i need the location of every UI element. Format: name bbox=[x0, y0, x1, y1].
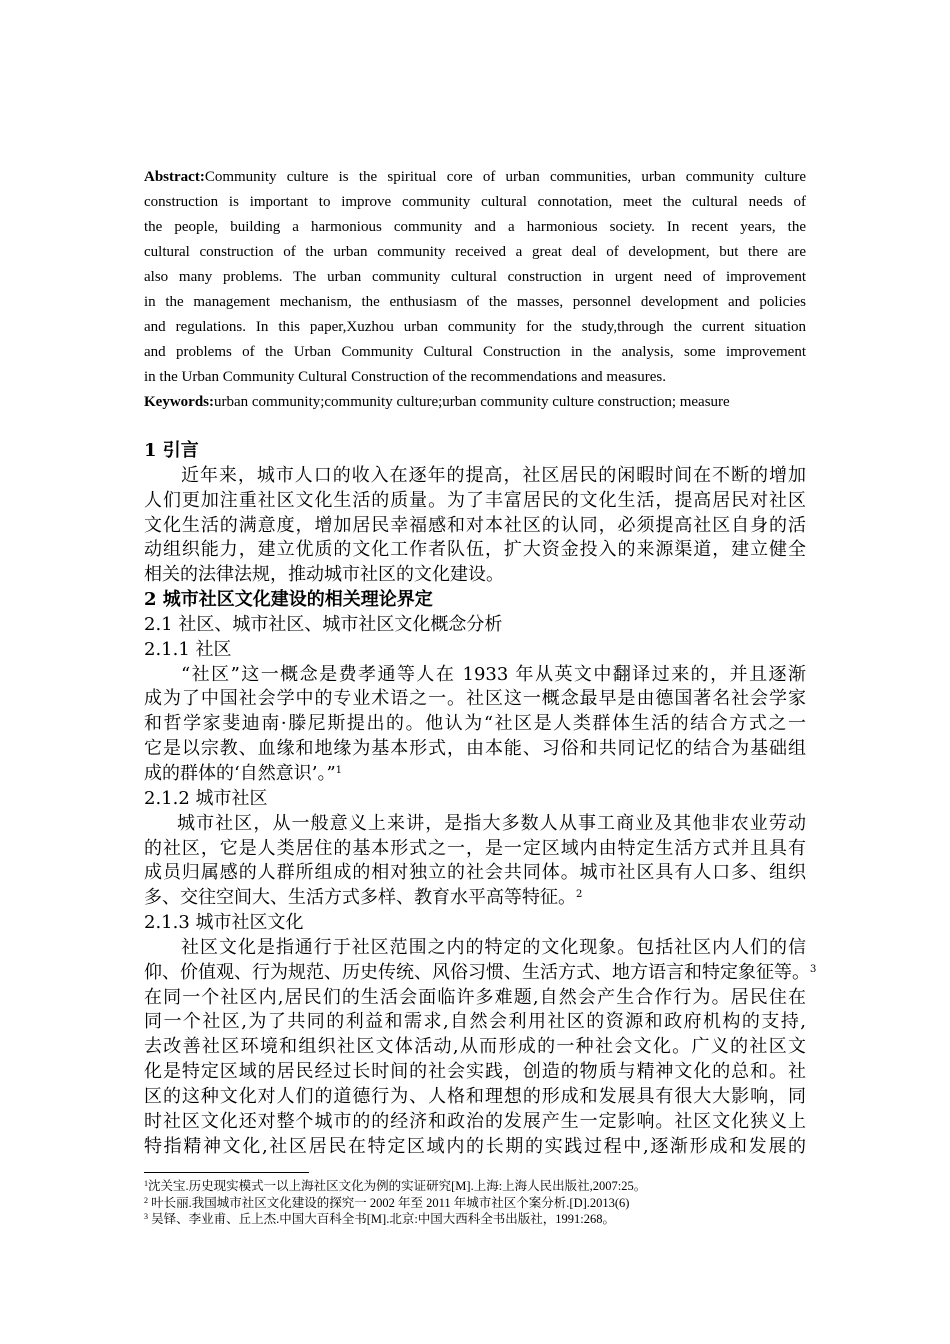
footnote-ref[interactable]: 3 bbox=[810, 963, 817, 975]
paragraph-line: 它是以宗教、血缘和地缘为基本形式，由本能、习俗和共同记忆的结合为基础组 bbox=[144, 738, 806, 760]
paragraph-line: 动组织能力，建立优质的文化工作者队伍，扩大资金投入的来源渠道，建立健全 bbox=[144, 539, 806, 561]
abstract-line: and regulations. In this paper,Xuzhou urban community for the study,through the current situation bbox=[144, 319, 806, 335]
paragraph-line: 成员归属感的人群所组成的相对独立的社会共同体。城市社区具有人口多、组织 bbox=[144, 862, 806, 884]
paragraph-line: 相关的法律法规，推动城市社区的文化建设。 bbox=[144, 564, 504, 586]
subsection-heading: 2.1 社区、城市社区、城市社区文化概念分析 bbox=[144, 613, 503, 635]
paragraph-line: 的社区，它是人类居住的基本形式之一，是一定区域内由特定生活方式并且具有 bbox=[144, 837, 806, 859]
paragraph-line: 区的这种文化对人们的道德行为、人格和理想的形成和发展具有很大大影响，同 bbox=[144, 1085, 806, 1107]
footnote-ref[interactable]: 1 bbox=[335, 764, 343, 776]
abstract bbox=[144, 165, 806, 415]
footnote-ref[interactable]: 2 bbox=[576, 889, 583, 901]
paragraph-line: 人们更加注重社区文化生活的质量。为了丰富居民的文化生活，提高居民对社区 bbox=[144, 489, 806, 511]
footnote-separator bbox=[144, 1172, 309, 1173]
body-text bbox=[144, 439, 817, 1159]
paragraph-line: 时社区文化还对整个城市的的经济和政治的发展产生一定影响。社区文化狭义上 bbox=[144, 1110, 806, 1132]
paragraph-line: 多、交往空间大、生活方式多样、教育水平高等特征。$^2$ bbox=[144, 887, 583, 909]
subsection-heading: 2.1.3 城市社区文化 bbox=[144, 912, 304, 934]
paragraph-line: “社区”这一概念是费孝通等人在 1933 年从英文中翻译过来的，并且逐渐 bbox=[181, 663, 806, 685]
paragraph-line: 文化生活的满意度，增加居民幸福感和对本社区的认同，必须提高社区自身的活 bbox=[144, 514, 806, 536]
paragraph-line: 同一个社区,为了共同的利益和需求,自然会利用社区的资源和政府机构的支持, bbox=[144, 1011, 806, 1033]
abstract-label: Abstract: bbox=[144, 169, 205, 185]
paragraph-line: 去改善社区环境和组织社区文体活动,从而形成的一种社会文化。广义的社区文 bbox=[144, 1036, 806, 1058]
abstract-line: construction is important to improve community cultural connotation, meet the cultural needs of bbox=[144, 194, 806, 210]
footnotes bbox=[144, 1178, 646, 1228]
abstract-line: in the Urban Community Cultural Construction of the recommendations and measures. bbox=[144, 369, 666, 385]
paragraph-line: 近年来，城市人口的收入在逐年的提高，社区居民的闲暇时间在不断的增加 bbox=[181, 464, 806, 486]
paragraph-line: 和哲学家斐迪南·滕尼斯提出的。他认为“社区是人类群体生活的结合方式之一 bbox=[144, 713, 806, 735]
paragraph-line: 仰、价值观、行为规范、历史传统、风俗习惯、生活方式、地方语言和特定象征等。$^3$ bbox=[144, 961, 817, 983]
paragraph-line: 在同一个社区内,居民们的生活会面临许多难题,自然会产生合作行为。居民住在 bbox=[144, 986, 806, 1008]
paragraph-line: 成的群体的‘自然意识’。”$^1$ bbox=[144, 762, 343, 784]
footnote: $^1$沈关宝.历史现实模式一以上海社区文化为例的实证研究[M].上海:上海人民出版社,2007:25。 bbox=[144, 1179, 647, 1193]
section-heading: 1 引言 bbox=[144, 440, 199, 461]
abstract-line: and problems of the Urban Community Cultural Construction in the analysis, some improvement bbox=[144, 344, 806, 360]
keywords: Keywords:urban community;community culture;urban community culture construction; measure bbox=[144, 394, 730, 410]
paragraph-line: 城市社区，从一般意义上来讲，是指大多数人从事工商业及其他非农业劳动 bbox=[177, 812, 806, 834]
footnote: $^2$ 叶长丽.我国城市社区文化建设的探究一 2002 年至 2011 年城市社区个案分析.[D].2013(6) bbox=[144, 1195, 630, 1210]
abstract-line: cultural construction of the urban community received a great deal of development, but there are bbox=[144, 244, 806, 260]
abstract-line: Abstract:Community culture is the spiritual core of urban communities, urban community culture bbox=[144, 169, 806, 185]
paragraph-line: 特指精神文化,社区居民在特定区域内的长期的实践过程中,逐渐形成和发展的 bbox=[144, 1135, 806, 1157]
section-heading: 2 城市社区文化建设的相关理论界定 bbox=[144, 589, 433, 611]
keywords-label: Keywords: bbox=[144, 394, 214, 410]
subsection-heading: 2.1.1 社区 bbox=[144, 638, 232, 660]
paragraph-line: 成为了中国社会学中的专业术语之一。社区这一概念最早是由德国著名社会学家 bbox=[144, 688, 806, 710]
abstract-line: in the management mechanism, the enthusiasm of the masses, personnel development and policies bbox=[144, 294, 806, 310]
footnote: $^3$ 吴铎、李业甫、丘上杰.中国大百科全书[M].北京:中国大西科全书出版社，1991:268。 bbox=[144, 1212, 616, 1226]
paragraph-line: 社区文化是指通行于社区范围之内的特定的文化现象。包括社区内人们的信 bbox=[181, 936, 806, 958]
paragraph-line: 化是特定区域的居民经过长时间的社会实践，创造的物质与精神文化的总和。社 bbox=[144, 1061, 806, 1083]
abstract-line: also many problems. The urban community cultural construction in urgent need of improvement bbox=[144, 269, 806, 285]
subsection-heading: 2.1.2 城市社区 bbox=[144, 787, 268, 809]
abstract-line: the people, building a harmonious community and a harmonious society. In recent years, the bbox=[144, 219, 806, 235]
